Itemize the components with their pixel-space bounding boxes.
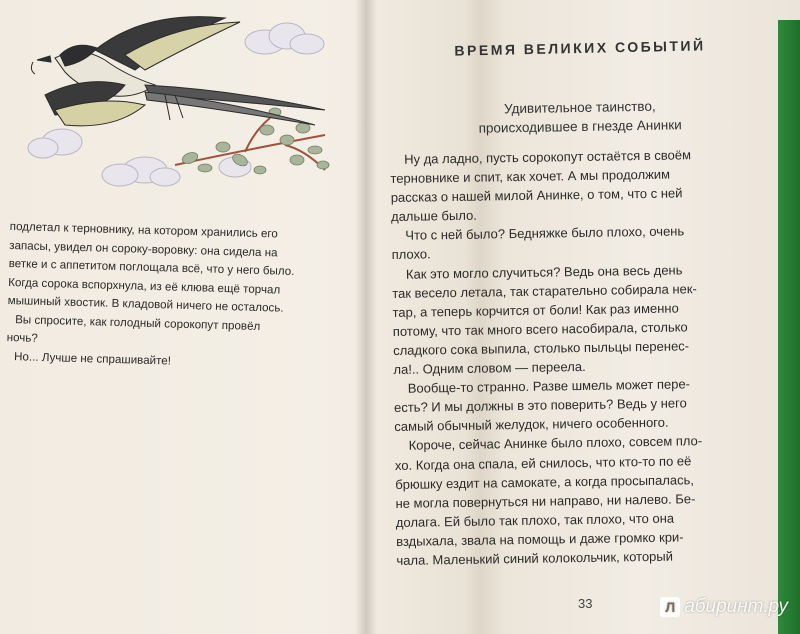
shrike-bird-illustration [25,0,355,205]
section-title [410,95,751,139]
section-title-line: происходившее в гнезде Анинки [478,117,682,136]
labirint-watermark [660,596,788,618]
chapter-title: ВРЕМЯ ВЕЛИКИХ СОБЫТИЙ [454,37,706,59]
text-line: ла!.. Одним словом — переела. [393,358,586,378]
text-line: хо. Когда она спала, ей снилось, что кто-то по её [394,452,692,473]
right-page [370,0,780,634]
left-page-text [6,218,350,375]
section-title-line: Удивительное таинство, [503,98,656,117]
page-number: 33 [578,596,593,611]
text-line: потому, что так много всего насобирала, столько [392,319,688,339]
text-line: Короче, сейчас Анинке было плохо, совсем пло- [408,433,703,454]
text-line: есть? И мы должны в это поверить? Ведь у него [393,395,687,416]
text-line: Ну да ладно, пусть сорокопут остаётся в своём [404,147,692,167]
text-line: Но... Лучше не спрашивайте! [13,349,172,368]
left-page [0,0,360,634]
text-line: Когда сорока вспорхнула, из её клюва ещё торчал [8,275,281,297]
text-line: терновнике и спит, как хочет. А мы продолжим [390,166,671,187]
text-line: чала. Маленький синий колокольчик, который [396,548,674,568]
text-line: дальше было. [390,207,477,225]
text-line: рассказ о нашей милой Анинке, о том, что с ней [390,185,683,206]
text-line: так весело летала, так старательно собирала нек- [392,280,697,301]
text-line: ветке и с аппетитом поглощала всё, что у него было. [8,256,295,278]
text-line: сладкого сока выпила, столько пыльцы перенес- [393,338,690,358]
text-line: не могла повернуться ни направо, ни налево. Бе- [395,490,696,511]
book-cover-edge [778,20,800,634]
text-line: Вы спросите, как голодный сорокопут провёл [14,312,261,333]
labirint-logo-icon: Л [660,597,680,617]
text-line: самый обычный желудок, ничего особенного. [394,414,669,435]
text-line: плохо. [391,246,431,263]
text-line: вздыхала, звала на помощь и даже громко кри- [396,529,684,549]
text-line: подлетал к терновнику, на котором хранились его [9,219,278,241]
watermark-text: абиринт.ру [684,596,788,617]
right-page-text [390,144,777,570]
text-line: мышиный хвостик. В кладовой ничего не осталось. [7,293,284,315]
text-line: запасы, увидел он сороку-воровку: она сидела на [9,238,278,259]
text-line: Что с ней было? Бедняжке было плохо, очень [405,223,685,244]
text-line: долага. Ей было так плохо, так плохо, что она [395,510,675,530]
text-line: ночь? [6,330,38,345]
text-line: тар, а теперь корчится от боли! Как раз именно [392,300,679,320]
text-line: брюшку ездит на самокате, а когда просыпалась, [395,471,695,492]
text-line: Как это могло случиться? Ведь она весь день [405,261,683,282]
text-line: Вообще-то странно. Разве шмель может пере- [407,376,691,396]
